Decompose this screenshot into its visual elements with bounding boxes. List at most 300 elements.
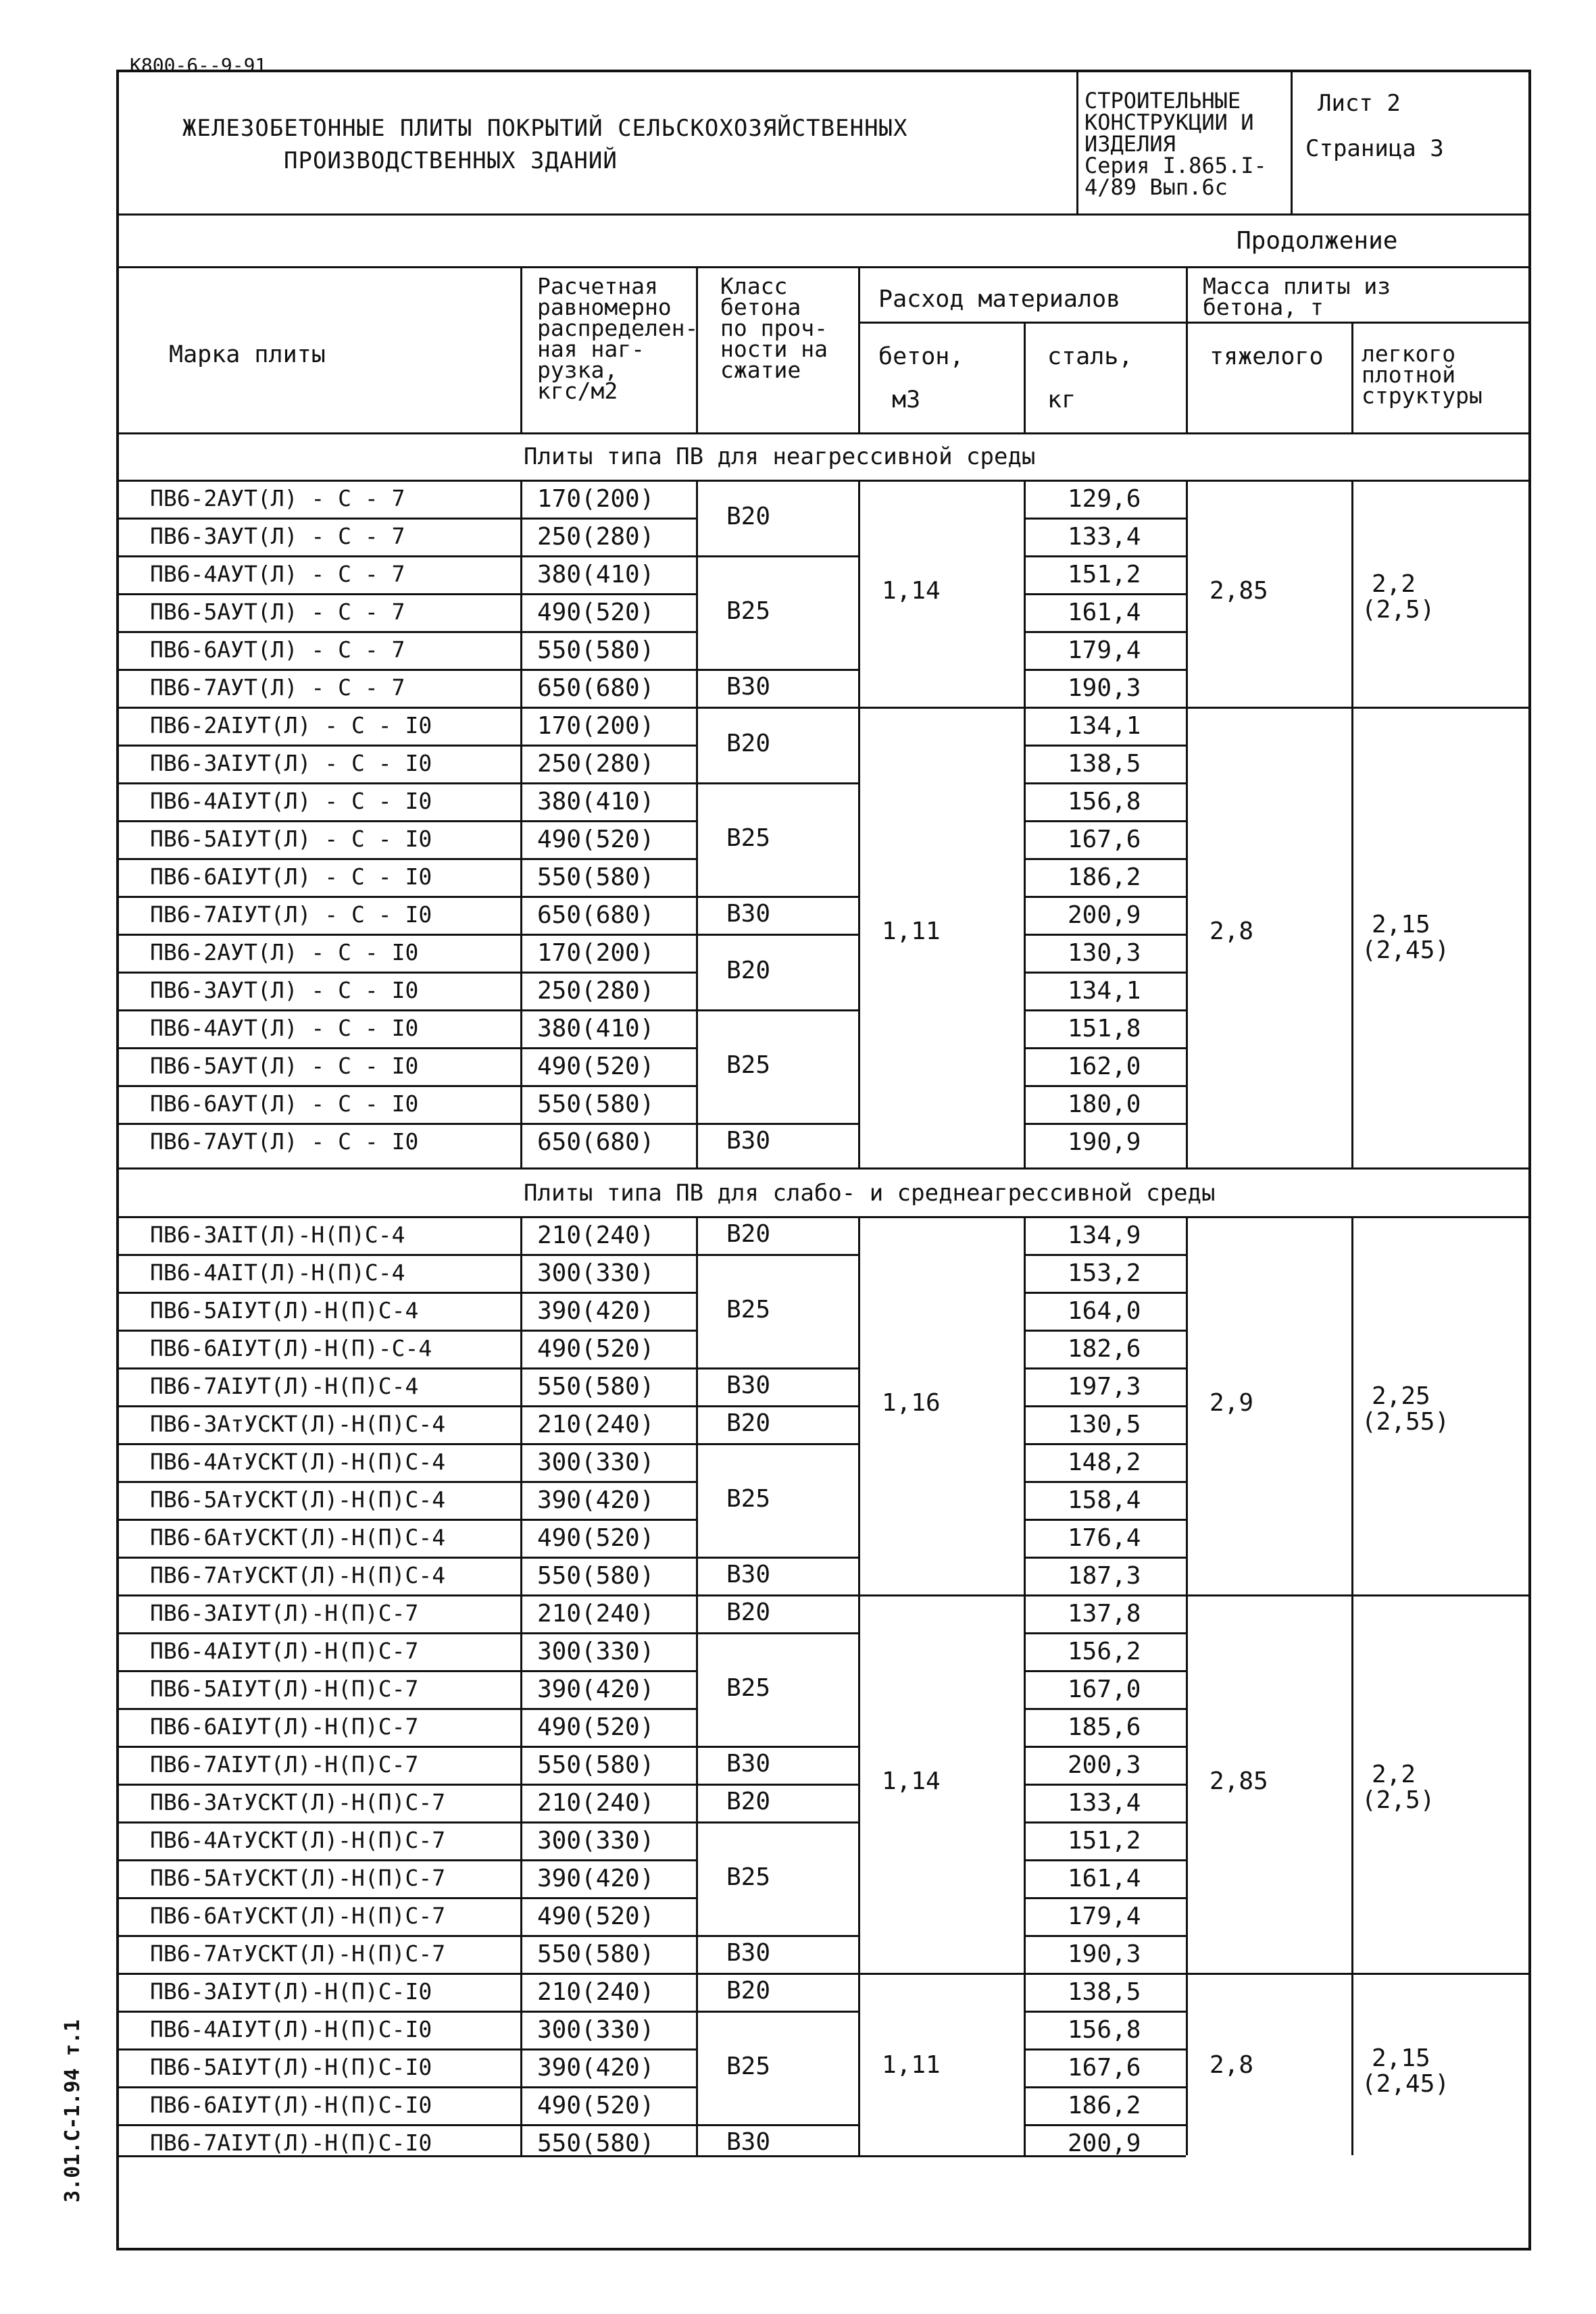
row-rule-load xyxy=(520,782,696,784)
row-rule-load xyxy=(520,631,696,633)
row-rule-mark xyxy=(116,2124,520,2126)
row-steel: 186,2 xyxy=(1068,2092,1141,2119)
class-group-rule xyxy=(696,1935,858,1937)
row-load: 210(240) xyxy=(537,1978,655,2006)
title-divider xyxy=(1291,70,1293,213)
row-rule-load xyxy=(520,707,696,709)
row-rule-load xyxy=(520,1047,696,1049)
row-steel: 197,3 xyxy=(1068,1373,1141,1401)
section-title: Плиты типа ПВ для слабо- и среднеагрессивной среды xyxy=(524,1180,1216,1207)
row-rule-mark xyxy=(116,2048,520,2051)
class-group-rule xyxy=(696,1632,858,1634)
group-mass-light-paren: (2,55) xyxy=(1362,1408,1450,1436)
row-rule-steel xyxy=(1024,1897,1186,1899)
row-mark: ПВ6-3АтУСКТ(Л)-Н(П)С-4 xyxy=(150,1411,446,1437)
row-mark: ПВ6-6АтУСКТ(Л)-Н(П)С-4 xyxy=(150,1524,446,1551)
class-group-rule xyxy=(696,1594,858,1596)
header-load-line: распределен- xyxy=(537,315,699,341)
category-block xyxy=(1084,90,1267,198)
row-steel: 190,9 xyxy=(1068,1128,1141,1156)
section-rule xyxy=(116,1216,1531,1218)
row-concrete-class: B20 xyxy=(726,503,771,530)
row-rule-mark xyxy=(116,1481,520,1483)
row-rule-mark xyxy=(116,1897,520,1899)
row-steel: 151,2 xyxy=(1068,1827,1141,1855)
group-mass-light: 2,2 xyxy=(1372,570,1416,598)
group-mass-light: 2,25 xyxy=(1372,1382,1430,1410)
row-mark: ПВ6-2АIУТ(Л) - С - I0 xyxy=(150,712,432,738)
row-rule-mark xyxy=(116,2011,520,2013)
class-group-rule xyxy=(696,1443,858,1445)
row-rule-mark xyxy=(116,1859,520,1861)
row-load: 550(580) xyxy=(537,1751,655,1779)
row-rule-load xyxy=(520,934,696,936)
col-divider xyxy=(1351,1216,1353,2155)
row-concrete-class: B25 xyxy=(726,1051,771,1079)
header-steel: сталь, xyxy=(1047,343,1133,370)
category-line: СТРОИТЕЛЬНЫЕ xyxy=(1084,88,1241,114)
row-rule-mark xyxy=(116,707,520,709)
row-load: 300(330) xyxy=(537,1449,655,1476)
continuation-label: Продолжение xyxy=(1237,227,1398,255)
header-mass xyxy=(1203,273,1391,320)
row-concrete-class: B25 xyxy=(726,1485,771,1513)
row-steel: 179,4 xyxy=(1068,1903,1141,1930)
col-divider xyxy=(520,1216,522,2155)
category-line: 4/89 Вып.6с xyxy=(1084,174,1228,200)
class-group-rule xyxy=(696,934,858,936)
row-steel: 134,1 xyxy=(1068,712,1141,740)
row-steel: 200,3 xyxy=(1068,1751,1141,1779)
row-load: 550(580) xyxy=(537,2130,655,2157)
col-divider xyxy=(520,480,522,1167)
row-rule-mark xyxy=(116,1123,520,1125)
header-heavy: тяжелого xyxy=(1210,343,1324,370)
row-rule-mark xyxy=(116,1973,520,1975)
row-rule-mark xyxy=(116,1708,520,1710)
row-steel: 130,5 xyxy=(1068,1411,1141,1438)
row-mark: ПВ6-7АтУСКТ(Л)-Н(П)С-4 xyxy=(150,1562,446,1588)
row-load: 490(520) xyxy=(537,826,655,853)
document-title-line2: ПРОИЗВОДСТВЕННЫХ ЗДАНИЙ xyxy=(284,147,618,174)
row-rule-mark xyxy=(116,1443,520,1445)
row-rule-steel xyxy=(1024,2048,1186,2051)
row-load: 390(420) xyxy=(537,1676,655,1703)
row-steel: 129,6 xyxy=(1068,485,1141,513)
row-rule-load xyxy=(520,1859,696,1861)
row-rule-load xyxy=(520,1594,696,1596)
header-concrete-class xyxy=(720,273,828,383)
header-mid-rule xyxy=(858,322,1531,324)
row-rule-mark xyxy=(116,1085,520,1087)
row-rule-load xyxy=(520,669,696,671)
row-rule-load xyxy=(520,1405,696,1407)
row-rule-load xyxy=(520,1821,696,1823)
row-steel: 167,0 xyxy=(1068,1676,1141,1703)
row-rule-mark xyxy=(116,1292,520,1294)
row-load: 250(280) xyxy=(537,523,655,551)
group-mass-heavy: 2,85 xyxy=(1210,1767,1268,1795)
document-code: К800-6--9-91 xyxy=(130,54,267,76)
group-rule xyxy=(858,707,1024,709)
row-rule-mark xyxy=(116,972,520,974)
row-rule-mark xyxy=(116,1367,520,1369)
row-load: 550(580) xyxy=(537,1373,655,1401)
class-group-rule xyxy=(696,669,858,671)
row-rule-steel xyxy=(1024,1632,1186,1634)
class-group-rule xyxy=(696,1123,858,1125)
row-rule-mark xyxy=(116,820,520,822)
row-mark: ПВ6-3АIТ(Л)-Н(П)С-4 xyxy=(150,1222,405,1248)
row-concrete-class: B25 xyxy=(726,597,771,625)
row-mark: ПВ6-3АУТ(Л) - С - 7 xyxy=(150,523,405,549)
row-steel: 190,3 xyxy=(1068,674,1141,702)
row-steel: 133,4 xyxy=(1068,523,1141,551)
row-mark: ПВ6-5АУТ(Л) - С - I0 xyxy=(150,1053,419,1079)
row-load: 210(240) xyxy=(537,1411,655,1438)
row-load: 490(520) xyxy=(537,1903,655,1930)
row-load: 490(520) xyxy=(537,1713,655,1741)
row-steel: 164,0 xyxy=(1068,1297,1141,1325)
row-rule-load xyxy=(520,1009,696,1011)
row-rule-load xyxy=(520,1254,696,1256)
row-mark: ПВ6-7АIУТ(Л)-Н(П)С-4 xyxy=(150,1373,419,1399)
side-code: 3.01.С-1.94 т.1 xyxy=(61,2019,84,2203)
class-group-rule xyxy=(696,896,858,898)
row-mark: ПВ6-7АУТ(Л) - С - 7 xyxy=(150,674,405,701)
row-steel: 134,9 xyxy=(1068,1222,1141,1249)
row-load: 550(580) xyxy=(537,636,655,664)
header-steel-unit: кг xyxy=(1047,386,1076,413)
row-rule-steel xyxy=(1024,2011,1186,2013)
row-concrete-class: B30 xyxy=(726,1561,771,1588)
header-concrete: бетон, xyxy=(878,343,964,370)
row-load: 250(280) xyxy=(537,977,655,1005)
row-mark: ПВ6-6АУТ(Л) - С - 7 xyxy=(150,636,405,663)
row-rule-steel xyxy=(1024,1254,1186,1256)
row-rule-steel xyxy=(1024,1784,1186,1786)
row-mark: ПВ6-4АУТ(Л) - С - 7 xyxy=(150,561,405,587)
group-mass-light: 2,2 xyxy=(1372,1761,1416,1788)
row-concrete-class: B30 xyxy=(726,1939,771,1967)
row-load: 650(680) xyxy=(537,901,655,929)
row-load: 170(200) xyxy=(537,712,655,740)
row-steel: 186,2 xyxy=(1068,863,1141,891)
row-rule-load xyxy=(520,1292,696,1294)
group-mass-heavy: 2,8 xyxy=(1210,917,1254,945)
row-rule-load xyxy=(520,518,696,520)
col-divider xyxy=(1186,266,1188,432)
row-rule-mark xyxy=(116,1330,520,1332)
row-mark: ПВ6-6АIУТ(Л) - С - I0 xyxy=(150,863,432,890)
row-load: 390(420) xyxy=(537,1486,655,1514)
row-steel: 176,4 xyxy=(1068,1524,1141,1552)
row-mark: ПВ6-5АтУСКТ(Л)-Н(П)С-4 xyxy=(150,1486,446,1513)
row-mark: ПВ6-2АУТ(Л) - С - I0 xyxy=(150,939,419,965)
col-divider xyxy=(696,1216,698,2155)
row-steel: 162,0 xyxy=(1068,1053,1141,1080)
row-mark: ПВ6-4АтУСКТ(Л)-Н(П)С-4 xyxy=(150,1449,446,1475)
row-rule-steel xyxy=(1024,1009,1186,1011)
row-rule-load xyxy=(520,896,696,898)
row-rule-steel xyxy=(1024,1123,1186,1125)
row-steel: 156,8 xyxy=(1068,788,1141,815)
row-rule-steel xyxy=(1024,669,1186,671)
row-rule-mark xyxy=(116,1821,520,1823)
header-mass-line: Масса плиты из xyxy=(1203,273,1391,299)
row-mark: ПВ6-4АУТ(Л) - С - I0 xyxy=(150,1015,419,1041)
row-rule-mark xyxy=(116,858,520,860)
row-concrete-class: B20 xyxy=(726,1599,771,1626)
row-rule-steel xyxy=(1024,1935,1186,1937)
row-mark: ПВ6-4АтУСКТ(Л)-Н(П)С-7 xyxy=(150,1827,446,1853)
row-steel: 156,8 xyxy=(1068,2016,1141,2044)
row-rule-load xyxy=(520,1746,696,1748)
row-rule-mark xyxy=(116,1557,520,1559)
col-divider xyxy=(696,480,698,1167)
class-group-rule xyxy=(696,1009,858,1011)
row-rule-steel xyxy=(1024,1670,1186,1672)
row-concrete-class: B30 xyxy=(726,1750,771,1778)
header-load-line: равномерно xyxy=(537,294,672,320)
row-concrete-class: B30 xyxy=(726,1372,771,1399)
col-divider xyxy=(1024,1216,1026,2155)
row-mark: ПВ6-4АIУТ(Л)-Н(П)С-7 xyxy=(150,1638,419,1664)
row-steel: 138,5 xyxy=(1068,1978,1141,2006)
row-steel: 156,2 xyxy=(1068,1638,1141,1665)
row-load: 390(420) xyxy=(537,2054,655,2082)
row-load: 550(580) xyxy=(537,1562,655,1590)
row-steel: 167,6 xyxy=(1068,2054,1141,2082)
row-rule-load xyxy=(520,1330,696,1332)
document-title-line1: ЖЕЛЕЗОБЕТОННЫЕ ПЛИТЫ ПОКРЫТИЙ СЕЛЬСКОХОЗЯЙСТВЕННЫХ xyxy=(182,115,908,142)
row-load: 490(520) xyxy=(537,1524,655,1552)
row-rule-load xyxy=(520,1935,696,1937)
col-divider xyxy=(858,1216,860,2155)
row-rule-steel xyxy=(1024,1557,1186,1559)
row-rule-mark xyxy=(116,934,520,936)
header-concrete-unit: м3 xyxy=(892,386,921,413)
row-rule-steel xyxy=(1024,1481,1186,1483)
row-rule-load xyxy=(520,1443,696,1445)
row-rule-mark xyxy=(116,1632,520,1634)
class-group-rule xyxy=(696,1557,858,1559)
sheet-number: Лист 2 xyxy=(1318,90,1401,117)
row-mark: ПВ6-7АУТ(Л) - С - I0 xyxy=(150,1128,419,1155)
row-rule-steel xyxy=(1024,2086,1186,2088)
row-rule-load xyxy=(520,1708,696,1710)
row-mark: ПВ6-4АIТ(Л)-Н(П)С-4 xyxy=(150,1259,405,1286)
row-mark: ПВ6-5АIУТ(Л)-Н(П)С-4 xyxy=(150,1297,419,1324)
row-mark: ПВ6-5АУТ(Л) - С - 7 xyxy=(150,599,405,625)
row-mark: ПВ6-4АIУТ(Л) - С - I0 xyxy=(150,788,432,814)
row-rule-mark xyxy=(116,1594,520,1596)
class-group-rule xyxy=(696,2011,858,2013)
row-steel: 180,0 xyxy=(1068,1090,1141,1118)
row-mark: ПВ6-7АIУТ(Л) - С - I0 xyxy=(150,901,432,928)
header-load-line: ная наг- xyxy=(537,336,645,362)
header-materials: Расход материалов xyxy=(878,286,1121,313)
category-line: КОНСТРУКЦИИ И xyxy=(1084,109,1254,135)
row-load: 210(240) xyxy=(537,1600,655,1628)
row-steel: 130,3 xyxy=(1068,939,1141,967)
class-group-rule xyxy=(696,2124,858,2126)
row-rule-mark xyxy=(116,631,520,633)
group-mass-light-paren: (2,5) xyxy=(1362,596,1435,624)
row-rule-load xyxy=(520,1085,696,1087)
group-mass-light-paren: (2,5) xyxy=(1362,1786,1435,1814)
title-divider xyxy=(1076,70,1078,213)
row-rule-steel xyxy=(1024,1292,1186,1294)
row-load: 250(280) xyxy=(537,750,655,778)
class-group-rule xyxy=(696,707,858,709)
header-light-line: легкого xyxy=(1362,341,1456,367)
row-mark: ПВ6-4АIУТ(Л)-Н(П)С-I0 xyxy=(150,2016,432,2042)
row-concrete-class: B30 xyxy=(726,1127,771,1155)
row-steel: 161,4 xyxy=(1068,1865,1141,1892)
row-mark: ПВ6-5АIУТ(Л)-Н(П)С-7 xyxy=(150,1676,419,1702)
row-rule-mark xyxy=(116,1405,520,1407)
row-rule-load xyxy=(520,1784,696,1786)
row-load: 550(580) xyxy=(537,863,655,891)
row-rule-steel xyxy=(1024,1330,1186,1332)
col-divider xyxy=(1024,480,1026,1167)
row-concrete-class: B30 xyxy=(726,2128,771,2156)
row-load: 490(520) xyxy=(537,1335,655,1363)
col-divider xyxy=(1186,480,1188,1167)
row-load: 550(580) xyxy=(537,1090,655,1118)
category-line: ИЗДЕЛИЯ xyxy=(1084,131,1176,157)
row-rule-mark xyxy=(116,593,520,595)
row-rule-mark xyxy=(116,1009,520,1011)
row-load: 390(420) xyxy=(537,1297,655,1325)
header-load-line: кгс/м2 xyxy=(537,378,618,404)
row-mark: ПВ6-6АIУТ(Л)-Н(П)С-7 xyxy=(150,1713,419,1740)
col-divider xyxy=(1351,322,1353,432)
row-load: 170(200) xyxy=(537,939,655,967)
header-class-line: сжатие xyxy=(720,357,801,383)
row-rule-steel xyxy=(1024,858,1186,860)
section-rule xyxy=(116,1167,1531,1169)
class-group-rule xyxy=(696,1405,858,1407)
row-rule-steel xyxy=(1024,1973,1186,1975)
row-mark: ПВ6-6АIУТ(Л)-Н(П)-С-4 xyxy=(150,1335,432,1361)
row-rule-steel xyxy=(1024,1367,1186,1369)
row-rule-mark xyxy=(116,896,520,898)
row-rule-steel xyxy=(1024,1594,1186,1596)
row-rule-load xyxy=(520,593,696,595)
row-rule-steel xyxy=(1024,934,1186,936)
row-rule-load xyxy=(520,1123,696,1125)
header-mark: Марка плиты xyxy=(169,341,326,368)
group-mass-heavy: 2,9 xyxy=(1210,1389,1254,1417)
header-bottom-rule xyxy=(116,432,1531,434)
row-mark: ПВ6-6АтУСКТ(Л)-Н(П)С-7 xyxy=(150,1903,446,1929)
row-rule-load xyxy=(520,858,696,860)
group-rule xyxy=(1186,707,1531,709)
row-load: 650(680) xyxy=(537,674,655,702)
row-concrete-class: B25 xyxy=(726,1296,771,1324)
row-load: 380(410) xyxy=(537,561,655,588)
row-rule-steel xyxy=(1024,1085,1186,1087)
class-group-rule xyxy=(696,1746,858,1748)
row-steel: 179,4 xyxy=(1068,636,1141,664)
row-load: 300(330) xyxy=(537,1827,655,1855)
row-rule-steel xyxy=(1024,707,1186,709)
class-group-rule xyxy=(696,1254,858,1256)
row-load: 300(330) xyxy=(537,2016,655,2044)
row-rule-load xyxy=(520,555,696,557)
row-mark: ПВ6-5АIУТ(Л) - С - I0 xyxy=(150,826,432,852)
row-rule-mark xyxy=(116,669,520,671)
col-divider xyxy=(1351,480,1353,1167)
group-rule xyxy=(1186,1973,1531,1975)
row-load: 170(200) xyxy=(537,485,655,513)
group-mass-light-paren: (2,45) xyxy=(1362,936,1450,964)
row-rule-steel xyxy=(1024,1519,1186,1521)
group-mass-heavy: 2,85 xyxy=(1210,577,1268,605)
row-mark: ПВ6-7АIУТ(Л)-Н(П)С-I0 xyxy=(150,2130,432,2156)
row-steel: 185,6 xyxy=(1068,1713,1141,1741)
title-bottom-rule xyxy=(116,213,1531,216)
group-mass-heavy: 2,8 xyxy=(1210,2051,1254,2079)
row-rule-mark xyxy=(116,1670,520,1672)
header-class-line: по проч- xyxy=(720,315,828,341)
row-rule-steel xyxy=(1024,518,1186,520)
row-rule-mark xyxy=(116,1784,520,1786)
row-mark: ПВ6-3АIУТ(Л) - С - I0 xyxy=(150,750,432,776)
row-mark: ПВ6-6АIУТ(Л)-Н(П)С-I0 xyxy=(150,2092,432,2118)
row-rule-load xyxy=(520,1897,696,1899)
row-steel: 200,9 xyxy=(1068,2130,1141,2157)
group-concrete-volume: 1,14 xyxy=(882,577,941,605)
row-rule-mark xyxy=(116,745,520,747)
group-concrete-volume: 1,11 xyxy=(882,2051,941,2079)
row-load: 210(240) xyxy=(537,1222,655,1249)
row-rule-steel xyxy=(1024,1821,1186,1823)
class-group-rule xyxy=(696,1821,858,1823)
row-mark: ПВ6-3АтУСКТ(Л)-Н(П)С-7 xyxy=(150,1789,446,1815)
row-rule-steel xyxy=(1024,1708,1186,1710)
section-title: Плиты типа ПВ для неагрессивной среды xyxy=(524,443,1036,470)
row-mark: ПВ6-5АIУТ(Л)-Н(П)С-I0 xyxy=(150,2054,432,2080)
row-concrete-class: B20 xyxy=(726,1220,771,1248)
group-mass-light: 2,15 xyxy=(1372,2044,1430,2072)
row-rule-steel xyxy=(1024,1746,1186,1748)
row-mark: ПВ6-6АУТ(Л) - С - I0 xyxy=(150,1090,419,1117)
col-divider xyxy=(1024,322,1026,432)
row-rule-mark xyxy=(116,1519,520,1521)
header-top-rule xyxy=(116,266,1531,268)
row-rule-load xyxy=(520,1367,696,1369)
group-mass-light: 2,15 xyxy=(1372,911,1430,938)
class-group-rule xyxy=(696,1784,858,1786)
row-concrete-class: B25 xyxy=(726,1674,771,1702)
row-rule-load xyxy=(520,2011,696,2013)
class-group-rule xyxy=(696,1367,858,1369)
row-rule-steel xyxy=(1024,782,1186,784)
row-rule-steel xyxy=(1024,972,1186,974)
row-rule-load xyxy=(520,1632,696,1634)
row-load: 300(330) xyxy=(537,1638,655,1665)
row-rule-load xyxy=(520,745,696,747)
row-rule-mark xyxy=(116,782,520,784)
row-rule-mark xyxy=(116,1254,520,1256)
row-concrete-class: B20 xyxy=(726,1409,771,1437)
row-steel: 137,8 xyxy=(1068,1600,1141,1628)
header-load-line: Расчетная xyxy=(537,273,658,299)
row-steel: 161,4 xyxy=(1068,599,1141,626)
